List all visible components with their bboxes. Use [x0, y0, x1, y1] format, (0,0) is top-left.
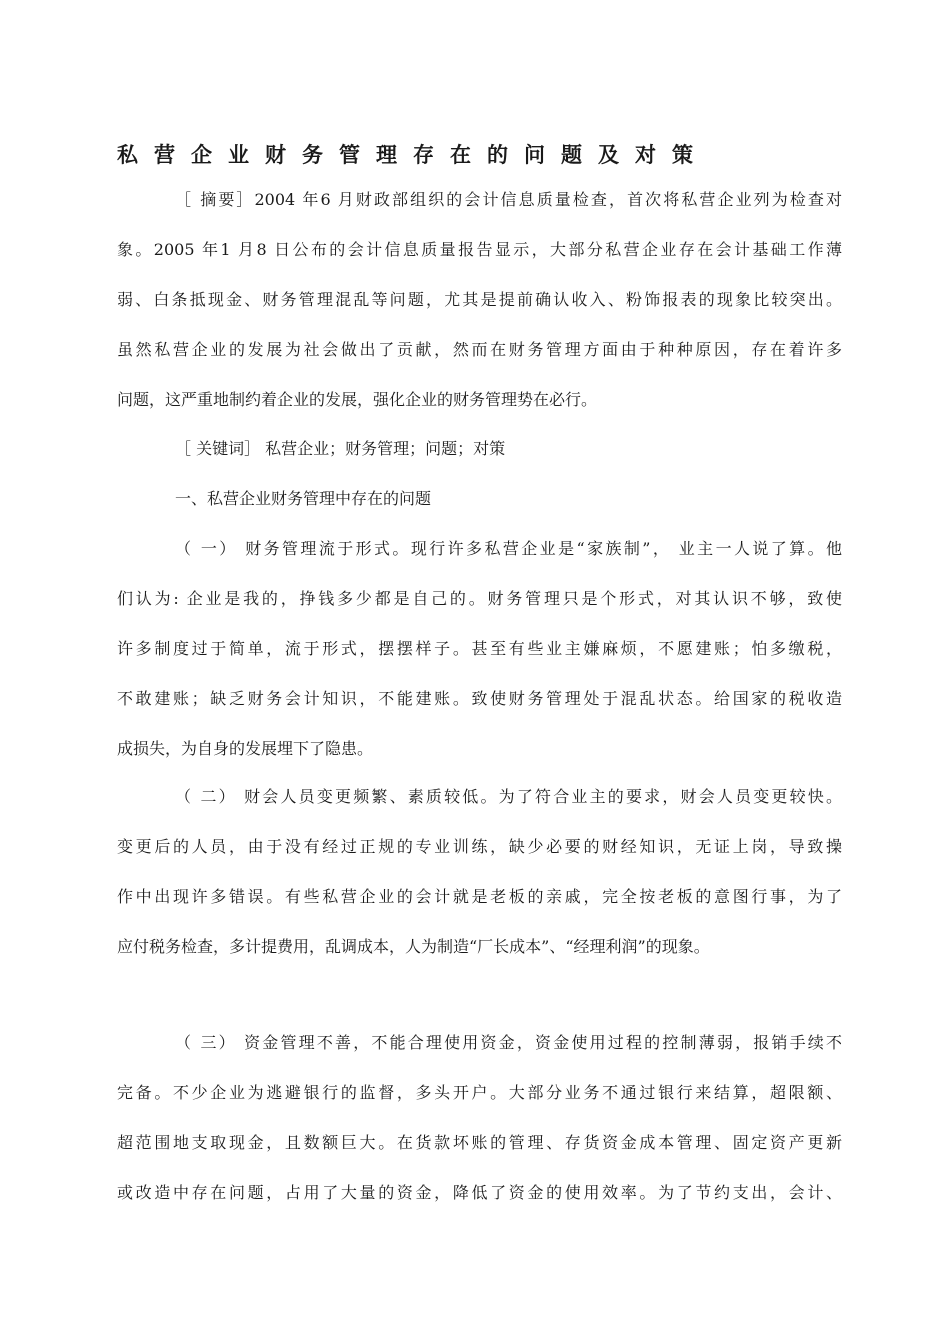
- abstract-line: 弱、白条抵现金、财务管理混乱等问题，尤其是提前确认收入、粉饰报表的现象比较突出。: [117, 290, 842, 309]
- paragraph-line: 成损失，为自身的发展埋下了隐患。: [117, 739, 374, 758]
- document-title: 私营企业财务管理存在的问题及对策: [117, 142, 709, 167]
- paragraph-line: 许多制度过于简单，流于形式，摆摆样子。甚至有些业主嫌麻烦，不愿建账；怕多缴税，: [117, 639, 842, 658]
- body-paragraph-2: [117, 772, 842, 972]
- abstract-line: ［ 摘要］2004 年6 月财政部组织的会计信息质量检查，首次将私营企业列为检查对: [175, 190, 842, 209]
- paragraph-line: （ 三） 资金管理不善，不能合理使用资金，资金使用过程的控制薄弱，报销手续不: [175, 1033, 842, 1052]
- section-heading: [117, 474, 842, 524]
- abstract-line: 问题，这严重地制约着企业的发展，强化企业的财务管理势在必行。: [117, 390, 598, 409]
- section-heading-line: 一、私营企业财务管理中存在的问题: [175, 489, 432, 508]
- paragraph-line: （ 二） 财会人员变更频繁、素质较低。为了符合业主的要求，财会人员变更较快。: [175, 787, 842, 806]
- abstract-line: 虽然私营企业的发展为社会做出了贡献，然而在财务管理方面由于种种原因，存在着许多: [117, 340, 842, 359]
- paragraph-line: 或改造中存在问题，占用了大量的资金，降低了资金的使用效率。为了节约支出，会计、: [117, 1183, 842, 1202]
- paragraph-line: 们认为: 企业是我的，挣钱多少都是自己的。财务管理只是个形式，对其认识不够，致使: [117, 589, 842, 608]
- paragraph-line: 不敢建账；缺乏财务会计知识，不能建账。致使财务管理处于混乱状态。给国家的税收造: [117, 689, 842, 708]
- body-paragraph-1: [117, 524, 842, 774]
- paragraph-line: 超范围地支取现金，且数额巨大。在货款坏账的管理、存货资金成本管理、固定资产更新: [117, 1133, 842, 1152]
- abstract-line: 象。2005 年1 月8 日公布的会计信息质量报告显示，大部分私营企业存在会计基础工作薄: [117, 240, 842, 259]
- paragraph-line: 应付税务检查，多计提费用，乱调成本，人为制造“厂长成本”、“经理利润”的现象。: [117, 937, 710, 956]
- keywords-line: ［ 关键词］ 私营企业；财务管理；问题；对策: [175, 439, 506, 458]
- paragraph-line: 变更后的人员，由于没有经过正规的专业训练，缺少必要的财经知识，无证上岗，导致操: [117, 837, 842, 856]
- keywords-paragraph: [117, 424, 842, 474]
- paragraph-line: 完备。不少企业为逃避银行的监督，多头开户。大部分业务不通过银行来结算，超限额、: [117, 1083, 842, 1102]
- body-paragraph-3: [117, 1018, 842, 1218]
- paragraph-line: 作中出现许多错误。有些私营企业的会计就是老板的亲戚，完全按老板的意图行事，为了: [117, 887, 842, 906]
- paragraph-line: （ 一） 财务管理流于形式。现行许多私营企业是“家族制”， 业主一人说了算。他: [175, 539, 842, 558]
- abstract-paragraph: [117, 175, 842, 425]
